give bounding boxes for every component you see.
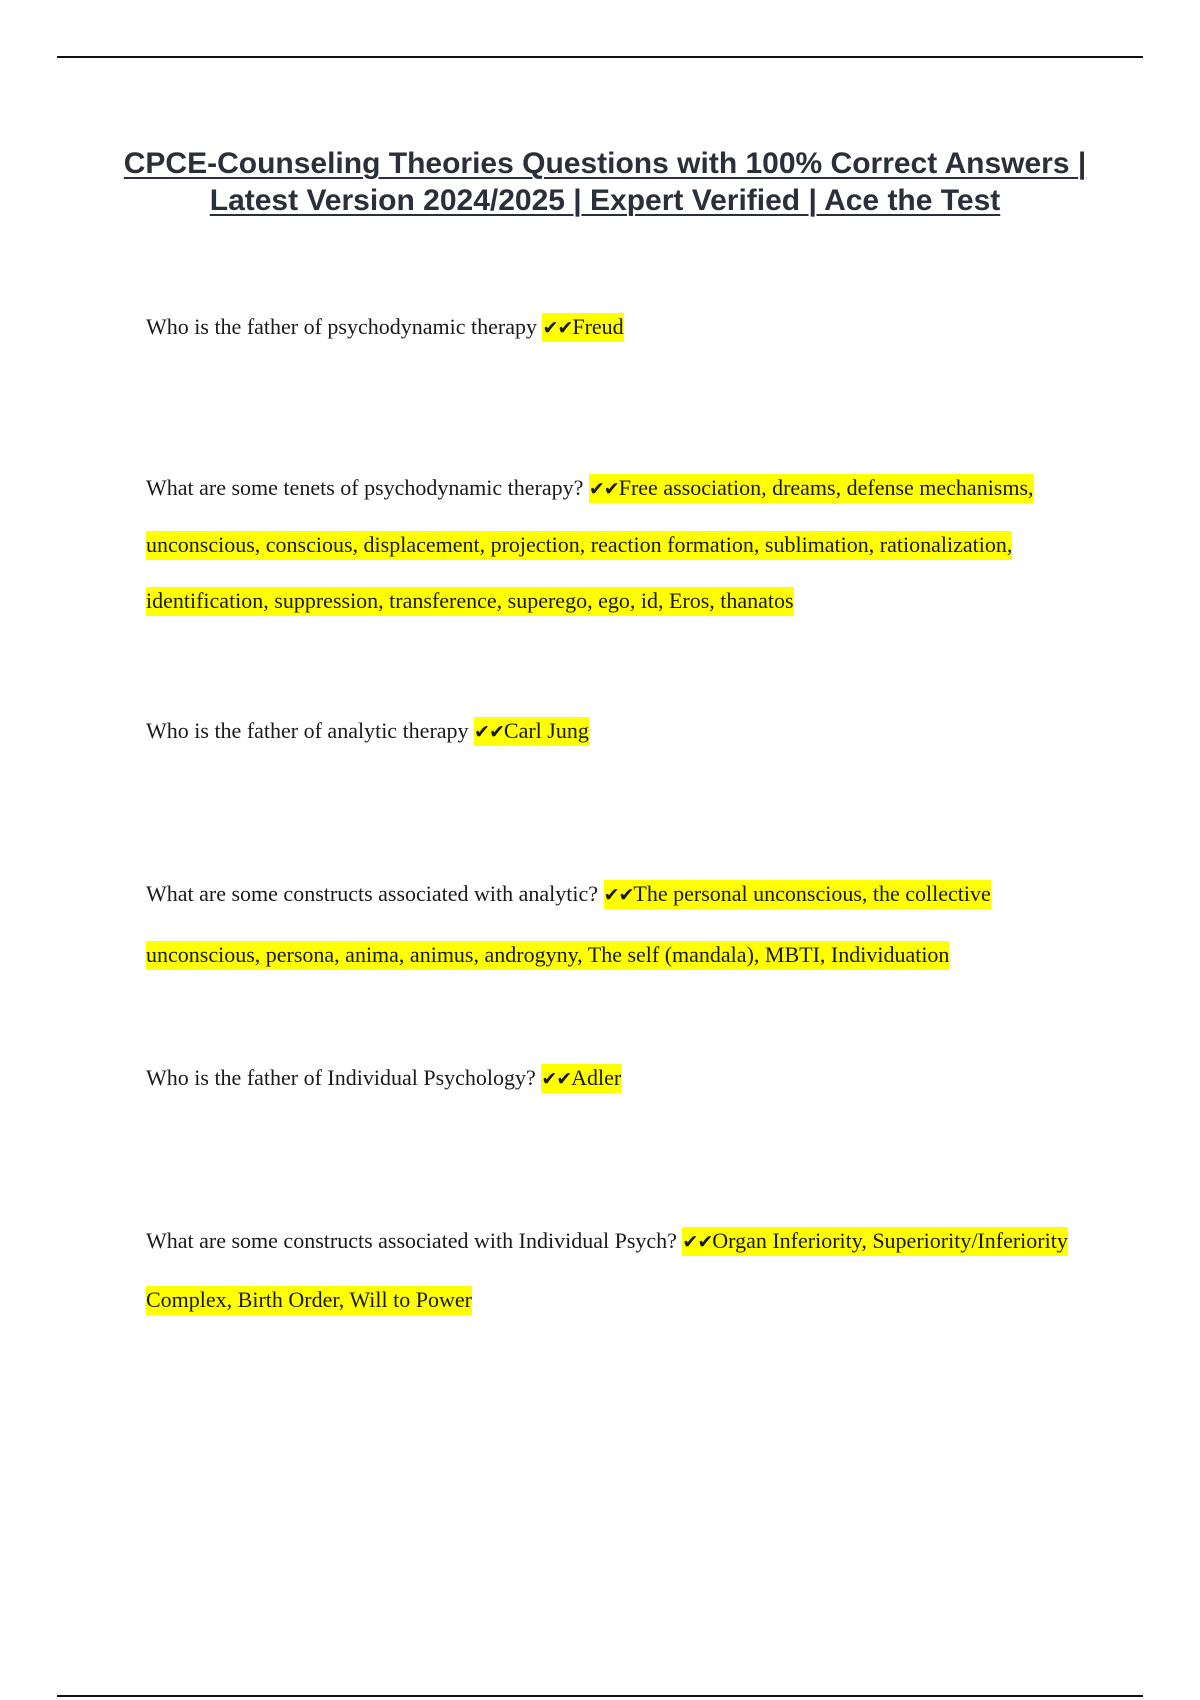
answer-text: Carl Jung — [503, 718, 589, 743]
question-text: Who is the father of analytic therapy — [146, 718, 469, 743]
top-rule — [57, 56, 1143, 58]
qa-item — [146, 460, 1106, 629]
double-check-icon: ✔✔ — [474, 721, 504, 743]
question-text: What are some tenets of psychodynamic therapy? — [146, 475, 584, 500]
question-text: What are some constructs associated with Individual Psych? — [146, 1228, 677, 1253]
double-check-icon: ✔✔ — [603, 884, 634, 906]
question-text: Who is the father of psychodynamic therapy — [146, 314, 537, 339]
double-check-icon: ✔✔ — [542, 317, 573, 339]
answer-text: The personal unconscious, the collective unconscious, persona, anima, animus, androgyny, The self (mandala), MBTI, Individuation — [146, 881, 991, 967]
answer-text: Adler — [571, 1065, 622, 1090]
answer-text: Freud — [572, 314, 624, 339]
answer-highlight — [542, 313, 623, 342]
document-title: CPCE-Counseling Theories Questions with 100% Correct Answers | Latest Version 2024/2025 | Expert Verified | Ace the Test — [123, 147, 1087, 217]
qa-item — [146, 1212, 1106, 1329]
qa-item — [146, 310, 1106, 345]
question-text: Who is the father of Individual Psychology? — [146, 1065, 536, 1090]
question-text: What are some constructs associated with analytic? — [146, 881, 599, 906]
answer-highlight — [541, 1064, 621, 1093]
answer-text: Organ Inferiority, Superiority/Inferiority Complex, Birth Order, Will to Power — [146, 1228, 1068, 1312]
qa-item — [146, 714, 1106, 749]
qa-item — [146, 1061, 1106, 1096]
double-check-icon: ✔✔ — [682, 1231, 713, 1253]
answer-text: Free association, dreams, defense mechanisms, unconscious, conscious, displacement, projection, reaction formation, sublimation, rationalization, identification, suppression, transference, superego, ego, id, Eros, thanatos — [146, 475, 1034, 613]
double-check-icon: ✔✔ — [541, 1068, 572, 1090]
qa-item — [146, 864, 1106, 985]
bottom-rule — [57, 1695, 1143, 1697]
double-check-icon: ✔✔ — [588, 478, 619, 500]
answer-highlight — [474, 717, 589, 746]
